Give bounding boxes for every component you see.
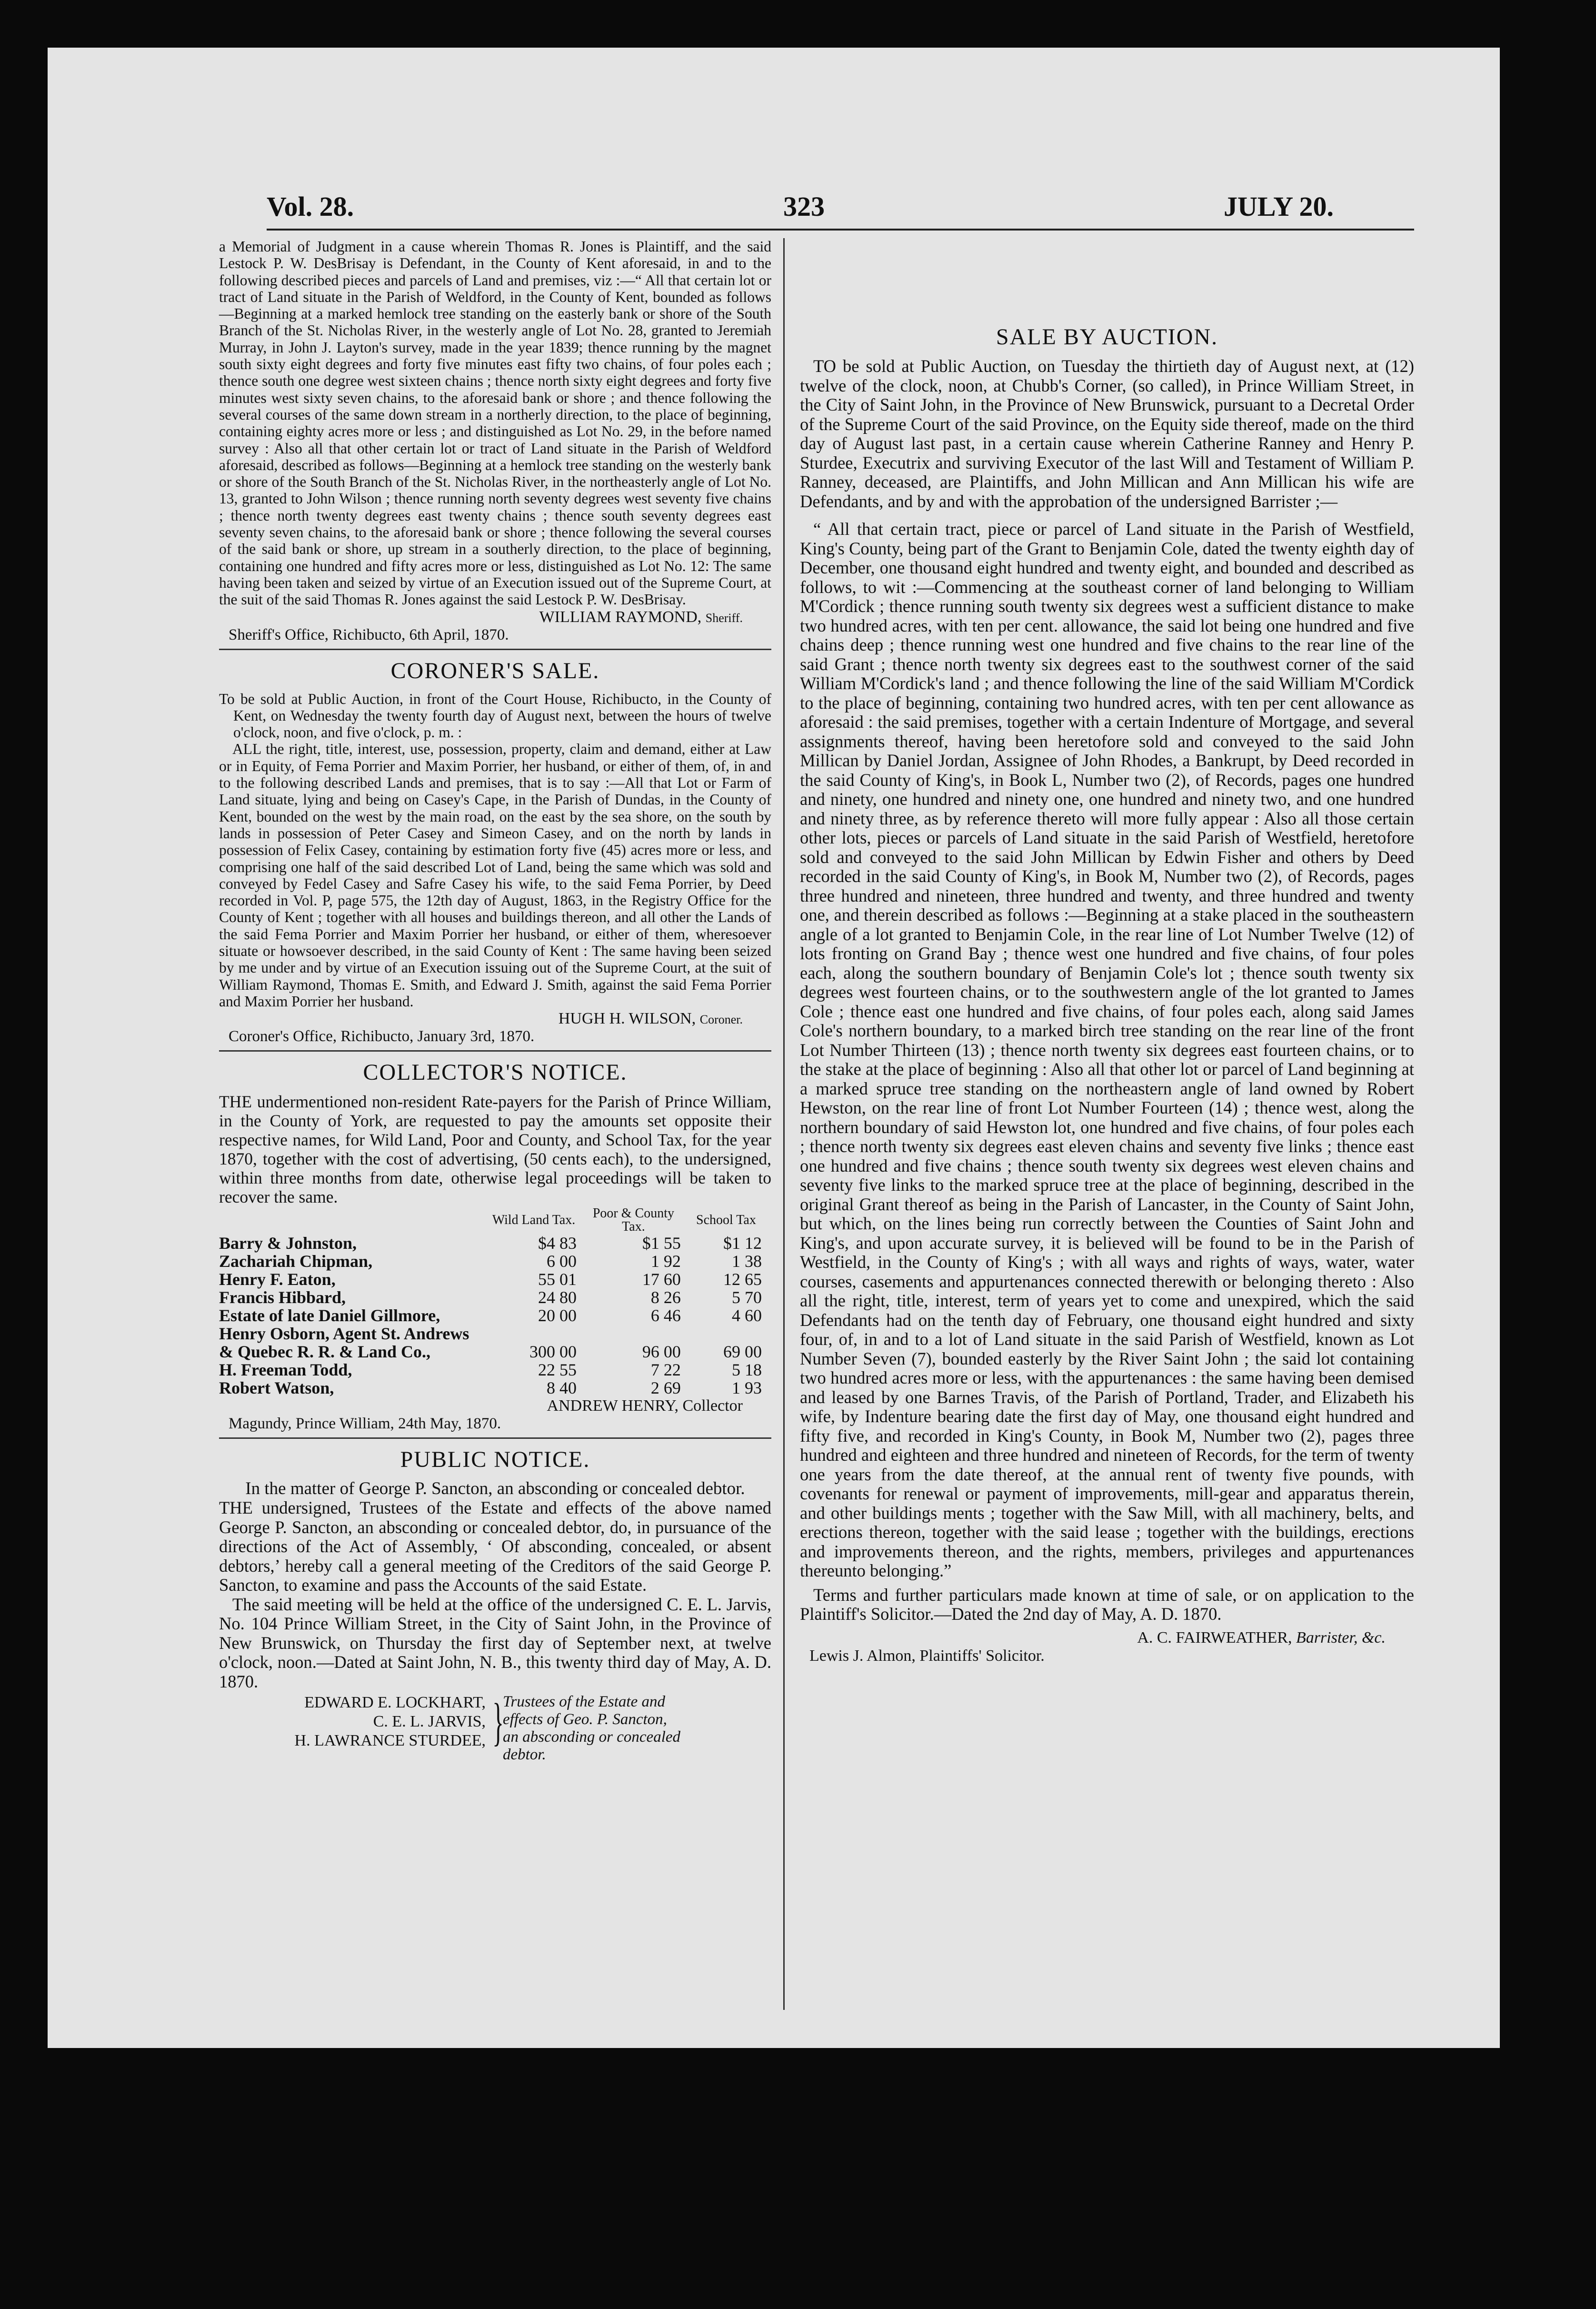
solicitor-line: Lewis J. Almon, Plaintiffs' Solicitor. <box>809 1646 1045 1665</box>
trustee-name: EDWARD E. LOCKHART, <box>304 1694 486 1712</box>
auction-intro: TO be sold at Public Auction, on Tuesday the thirtieth day of August next, at (12) twelve of the clock, noon, at Chubb's Corner, (so called), in Prince William Street, in the City of Saint John, in the Province of New Brunswick, pursuant to a Decretal Order of the Supreme Court of the said Province, on the Equity side thereof, made on the third day of August last past, in a certain cause wherein Catherine Ranney and Henry P. Sturdee, Executrix and surviving Executor of the last Will and Testament of William P. Ranney, deceased, are Plaintiffs, and John Millican and Ann Millican his wife are Defendants, and by and with the approbation of the undersigned Barrister ;— <box>800 356 1414 511</box>
cell-school: 1 38 <box>732 1252 762 1271</box>
auction-heading: SALE BY AUCTION. <box>996 324 1218 350</box>
auction-body: “ All that certain tract, piece or parcel of Land situate in the Parish of Westfield, King's County, being part of the Grant to Benjamin Cole, dated the twenty eighth day of December, one thousand eight hundred and twenty eight, and bounded and described as follows, to wit :—Commencing at the southeast corner of land belonging to William M'Cordick ; thence running south twenty six degrees west a sufficient distance to make two hundred acres, with ten per cent. allowance, the said lot being one hundred and five chains deep ; thence running west one hundred and five chains to the rear line of the said Grant ; thence north twenty six degrees east to the southwest corner of the said William M'Cordick's land ; and thence following the line of the said William M'Cordick to the place of beginning, containing two hundred acres, with ten per cent allowance as aforesaid : the said premises, together with a certain Indenture of Mortgage, and several assignments thereof, having been heretofore sold and conveyed to the said John Millican by Daniel Jordan, Assignee of John Rhodes, a Bankrupt, by Deed recorded in the said County of King's, in Book L, Number two (2), of Records, pages one hundred and ninety, one hundred and ninety one, one hundred and ninety two, and one hundred and ninety three, as by reference thereto will more fully appear : Also all those certain other lots, pieces or parcels of Land situate in the said Parish of Westfield, heretofore sold and conveyed to the said John Millican by Edwin Fisher and others by Deed recorded in the said County of King's, in Book M, Number two (2), of Records, pages three hundred and nineteen, three hundred and twenty, and three hundred and twenty one, and therein described as follows :—Beginning at a stake placed in the southeastern angle of a lot granted to Benjamin Cole, in the rear line of Lot Number Twelve (12) of lots fronting on Grand Bay ; thence west one hundred and five chains, of four poles each, along the southern boundary of Benjamin Cole's lot ; thence south twenty six degrees west fourteen chains, or to the southwestern angle of the lot granted to James Cole ; thence east one hundred and five chains, of four poles each, along said James Cole's northern boundary, to a marked birch tree standing on the rear line of the front Lot Number Thirteen (13) ; thence north twenty six degrees east fourteen chains, or to the stake at the place of beginning : Also all that other lot or parcel of Land beginning at a marked spruce tree standing on the northeastern angle of land owned by Robert Hewston, on the rear line of front Lot Number Fourteen (14) ; thence west, along the northern boundary of said Hewston lot, one hundred and five chains, of four poles each ; thence north twenty six degrees east eleven chains and seventy five links ; thence east one hundred and five chains ; thence south twenty six degrees west eleven chains and seventy five links to the marked spruce tree at the place of beginning, described in the original Grant thereof as being in the Parish of Lancaster, in the County of Saint John, but which, on the lines being run correctly between the Counties of Saint John and King's, and upon accurate survey, it is believed will be found to be in the Parish of Westfield, in the County of King's ; with all ways and rights of ways, water, water courses, casements and appurtenances connected therewith or belonging thereto : Also all the right, title, interest, term of years yet to come and unexpired, which the said Defendants had on the tenth day of February, one thousand eight hundred and sixty four, of, in and to a lot of Land situate in the said Parish of Westfield, known as Lot Number Seven (7), bounded easterly by the River Saint John ; the said lot containing two hundred acres more or less, with the appurtenances : the same having been demised and leased by one Barnes Travis, of the Parish of Portland, Trader, and Elizabeth his wife, by Indenture bearing date the first day of May, one thousand eight hundred and fifty five, and recorded in King's County, in Book M, Number two (2), pages three hundred and eighteen and three hundred and nineteen of Records, for the term of twenty one years from the date thereof, at the annual rent of twenty five pounds, with covenants for renewal or payment of improvements, mill-gear and apparatus therein, and other buildings ments ; together with the Saw Mill, with all machinery, belts, and erections thereon, together with the said lease ; together with the buildings, erections and improvements thereon, and the rights, members, privileges and appurtenances thereunto belonging.” <box>800 519 1414 1580</box>
sheriff-name: WILLIAM RAYMOND, <box>539 608 702 626</box>
cell-wild: 55 01 <box>538 1270 577 1289</box>
cell-name: Henry Osborn, Agent St. Andrews <box>219 1324 469 1344</box>
cell-wild <box>486 1325 581 1343</box>
coroner-name: HUGH H. WILSON, <box>558 1010 696 1028</box>
collector-body: THE undermentioned non-resident Rate-payers for the Parish of Prince William, in the County of York, are requested to pay the amounts set opposite their respective names, for Wild Land, Poor and County, and School Tax, for the year 1870, together with the cost of advertising, (50 cents each), to the undersigned, within three months from date, otherwise legal proceedings will be taken to recover the same. <box>219 1092 771 1207</box>
cell-name: Estate of late Daniel Gillmore, <box>219 1306 440 1325</box>
cell-school <box>686 1325 767 1343</box>
volume-label: Vol. 28. <box>267 191 354 222</box>
page-number: 323 <box>783 191 825 222</box>
col-school: School Tax <box>696 1213 756 1228</box>
sheriff-notice-text: a Memorial of Judgment in a cause wherein Thomas R. Jones is Plaintiff, and the said Lestock P. W. DesBrisay is Defendant, in the County of Kent aforesaid, in and to the following described pieces and parcels of Land and premises, viz :—“ All that certain lot or tract of Land situate in the Parish of Weldford, in the County of Kent, bounded as follows—Beginning at a marked hemlock tree standing on the easterly bank or shore of the South Branch of the St. Nicholas River, in the westerly angle of Lot No. 28, granted to Jeremiah Murray, in John J. Layton's survey, made in the year 1839; thence running by the magnet south sixty eight degrees and forty five minutes east fifty two chains, of four poles each ; thence south one degree west sixteen chains ; thence north sixty eight degrees and forty five minutes west sixty seven chains, to the aforesaid bank or shore ; and thence following the several courses of the same down stream in a northerly direction, to the place of beginning, containing eighty acres more or less ; and distinguished as Lot No. 29, in the before named survey : Also all that other certain lot or tract of Land situate in the Parish of Weldford aforesaid, described as follows—Beginning at a hemlock tree standing on the westerly bank or shore of the South Branch of the St. Nicholas River, in the northeasterly angle of Lot No. 13, granted to John Wilson ; thence running north seventy degrees west seventy five chains ; thence north twenty degrees east twenty chains ; thence south seventy degrees east seventy seven chains, to the aforesaid bank or shore ; thence following the several courses of the said bank or shore, up stream in a southerly direction, to the place of beginning, containing one hundred and fifty acres more or less, distinguished as Lot No. 12: The same having been taken and seized by virtue of an Execution issued out of the Supreme Court, at the suit of the said Thomas R. Jones against the said Lestock P. W. DesBrisay. <box>219 238 771 608</box>
newspaper-page <box>48 48 1500 2048</box>
cell-name: Robert Watson, <box>219 1378 334 1398</box>
coroner-title: Coroner. <box>699 1013 743 1027</box>
cell-school: 5 70 <box>732 1288 762 1307</box>
auction-terms: Terms and further particulars made known at time of sale, or on application to the Plaintiff's Solicitor.—Dated the 2nd day of May, A. D. 1870. <box>800 1585 1414 1624</box>
public-notice-body-2: The said meeting will be held at the office of the undersigned C. E. L. Jarvis, No. 104 Prince William Street, in the City of Saint John, in the Province of New Brunswick, on Thursday the first day of September next, at twelve o'clock, noon.—Dated at Saint John, N. B., this twenty third day of May, A. D. 1870. <box>219 1594 771 1691</box>
tax-table <box>219 1206 767 1397</box>
trustees-signature <box>219 1693 771 1764</box>
coroner-intro: To be sold at Public Auction, in front of the Court House, Richibucto, in the County of Kent, on Wednesday the twenty fourth day of August next, between the hours of twelve o'clock, noon, and five o'clock, p. m. : <box>219 690 771 741</box>
cell-poor: 1 92 <box>650 1252 681 1271</box>
barrister-name: A. C. FAIRWEATHER, <box>1137 1628 1292 1646</box>
cell-poor: 6 46 <box>650 1306 681 1325</box>
cell-poor <box>581 1325 686 1343</box>
cell-wild: 22 55 <box>538 1360 577 1380</box>
cell-poor: 7 22 <box>650 1360 681 1380</box>
right-column <box>800 238 1414 1665</box>
table-row <box>219 1325 767 1343</box>
cell-poor: 2 69 <box>650 1378 681 1398</box>
public-notice-body: THE undersigned, Trustees of the Estate and effects of the above named George P. Sancton, an absconding or concealed debtor, do, in pursuance of the directions of the Act of Assembly, ‘ Of absconding, concealed, or absent debtors,’ hereby call a general meeting of the Creditors of the said George P. Sancton, to examine and pass the Accounts of the said Estate. <box>219 1498 771 1595</box>
cell-wild: $4 83 <box>538 1234 577 1253</box>
cell-poor: 96 00 <box>642 1342 681 1362</box>
cell-poor: $1 55 <box>642 1234 681 1253</box>
sheriff-office: Sheriff's Office, Richibucto, 6th April, 1870. <box>229 626 509 643</box>
barrister-signature <box>800 1629 1414 1647</box>
table-row <box>219 1343 767 1361</box>
col-poor-county: Poor & County Tax. <box>592 1206 674 1235</box>
cell-name: H. Freeman Todd, <box>219 1360 352 1380</box>
cell-name: Henry F. Eaton, <box>219 1270 336 1289</box>
table-row <box>219 1306 767 1325</box>
cell-school: 12 65 <box>723 1270 762 1289</box>
trustee-names <box>219 1693 489 1764</box>
cell-name: & Quebec R. R. & Land Co., <box>219 1342 431 1362</box>
cell-school: 5 18 <box>732 1360 762 1380</box>
barrister-title: Barrister, &c. <box>1296 1628 1386 1646</box>
sheriff-signature <box>219 608 771 626</box>
coroner-office: Coroner's Office, Richibucto, January 3rd, 1870. <box>229 1028 535 1045</box>
column-divider <box>783 238 785 2010</box>
public-notice-heading: PUBLIC NOTICE. <box>400 1447 590 1473</box>
cell-name: Zachariah Chipman, <box>219 1252 373 1271</box>
table-row <box>219 1288 767 1306</box>
coroner-heading: CORONER'S SALE. <box>390 658 600 683</box>
trustee-name: H. LAWRANCE STURDEE, <box>294 1732 486 1750</box>
header-rule <box>267 229 1414 231</box>
left-column <box>219 238 771 1764</box>
cell-wild: 24 80 <box>538 1288 577 1307</box>
brace-glyph: } <box>492 1693 504 1751</box>
collector-signature: ANDREW HENRY, Collector <box>547 1397 743 1415</box>
cell-wild: 8 40 <box>546 1378 577 1398</box>
trustee-description: Trustees of the Estate and effects of Geo. P. Sancton, an absconding or concealed debtor. <box>503 1693 681 1764</box>
issue-date: JULY 20. <box>1224 191 1334 222</box>
section-rule <box>219 1437 771 1439</box>
coroner-body: ALL the right, title, interest, use, possession, property, claim and demand, either at Law or in Equity, of Fema Porrier and Maxim Porrier, her husband, or either of them, of, in and to the following described Lands and premises, that is to say :—All that Lot or Farm of Land situate, lying and being on Casey's Cape, in the Parish of Dundas, in the County of Kent, bounded on the west by the main road, on the east by the sea shore, on the south by lands in possession of Peter Casey and Simeon Casey, and on the north by lands in possession of Felix Casey, containing by estimation forty five (45) acres more or less, and comprising one half of the said described Lot of Land, being the same which was sold and conveyed by Fedel Casey and Safre Casey his wife, to the said Fema Porrier, by Deed recorded in Vol. P, page 575, the 12th day of August, 1863, in the Registry Office for the County of Kent ; together with all houses and buildings thereon, and all other the Lands of the said Fema Porrier and Maxim Porrier her husband, or either of them, wheresoever situate or howsoever described, in the said County of Kent : The same having been seized by me under and by virtue of an Execution issuing out of the Supreme Court, at the suit of William Raymond, Thomas E. Smith, and Edward J. Smith, against the said Fema Porrier and Maxim Porrier her husband. <box>219 741 771 1010</box>
table-row <box>219 1361 767 1379</box>
table-row <box>219 1252 767 1270</box>
section-rule <box>219 649 771 650</box>
collector-heading: COLLECTOR'S NOTICE. <box>363 1060 628 1085</box>
cell-wild: 20 00 <box>538 1306 577 1325</box>
cell-wild: 300 00 <box>529 1342 577 1362</box>
cell-name: Francis Hibbard, <box>219 1288 346 1307</box>
trustee-name: C. E. L. JARVIS, <box>373 1713 486 1731</box>
sheriff-title: Sheriff. <box>705 611 743 625</box>
coroner-signature <box>219 1010 771 1028</box>
table-row <box>219 1270 767 1288</box>
cell-wild: 6 00 <box>546 1252 577 1271</box>
cell-school: 1 93 <box>732 1378 762 1398</box>
collector-dateline: Magundy, Prince William, 24th May, 1870. <box>229 1415 501 1433</box>
cell-poor: 8 26 <box>650 1288 681 1307</box>
col-wild-land: Wild Land Tax. <box>492 1213 576 1228</box>
cell-school: 4 60 <box>732 1306 762 1325</box>
public-notice-matter: In the matter of George P. Sancton, an absconding or concealed debtor. <box>245 1479 745 1499</box>
table-row <box>219 1379 767 1397</box>
cell-poor: 17 60 <box>642 1270 681 1289</box>
cell-school: $1 12 <box>723 1234 762 1253</box>
cell-school: 69 00 <box>723 1342 762 1362</box>
cell-name: Barry & Johnston, <box>219 1234 357 1253</box>
table-row <box>219 1234 767 1252</box>
section-rule <box>219 1050 771 1052</box>
